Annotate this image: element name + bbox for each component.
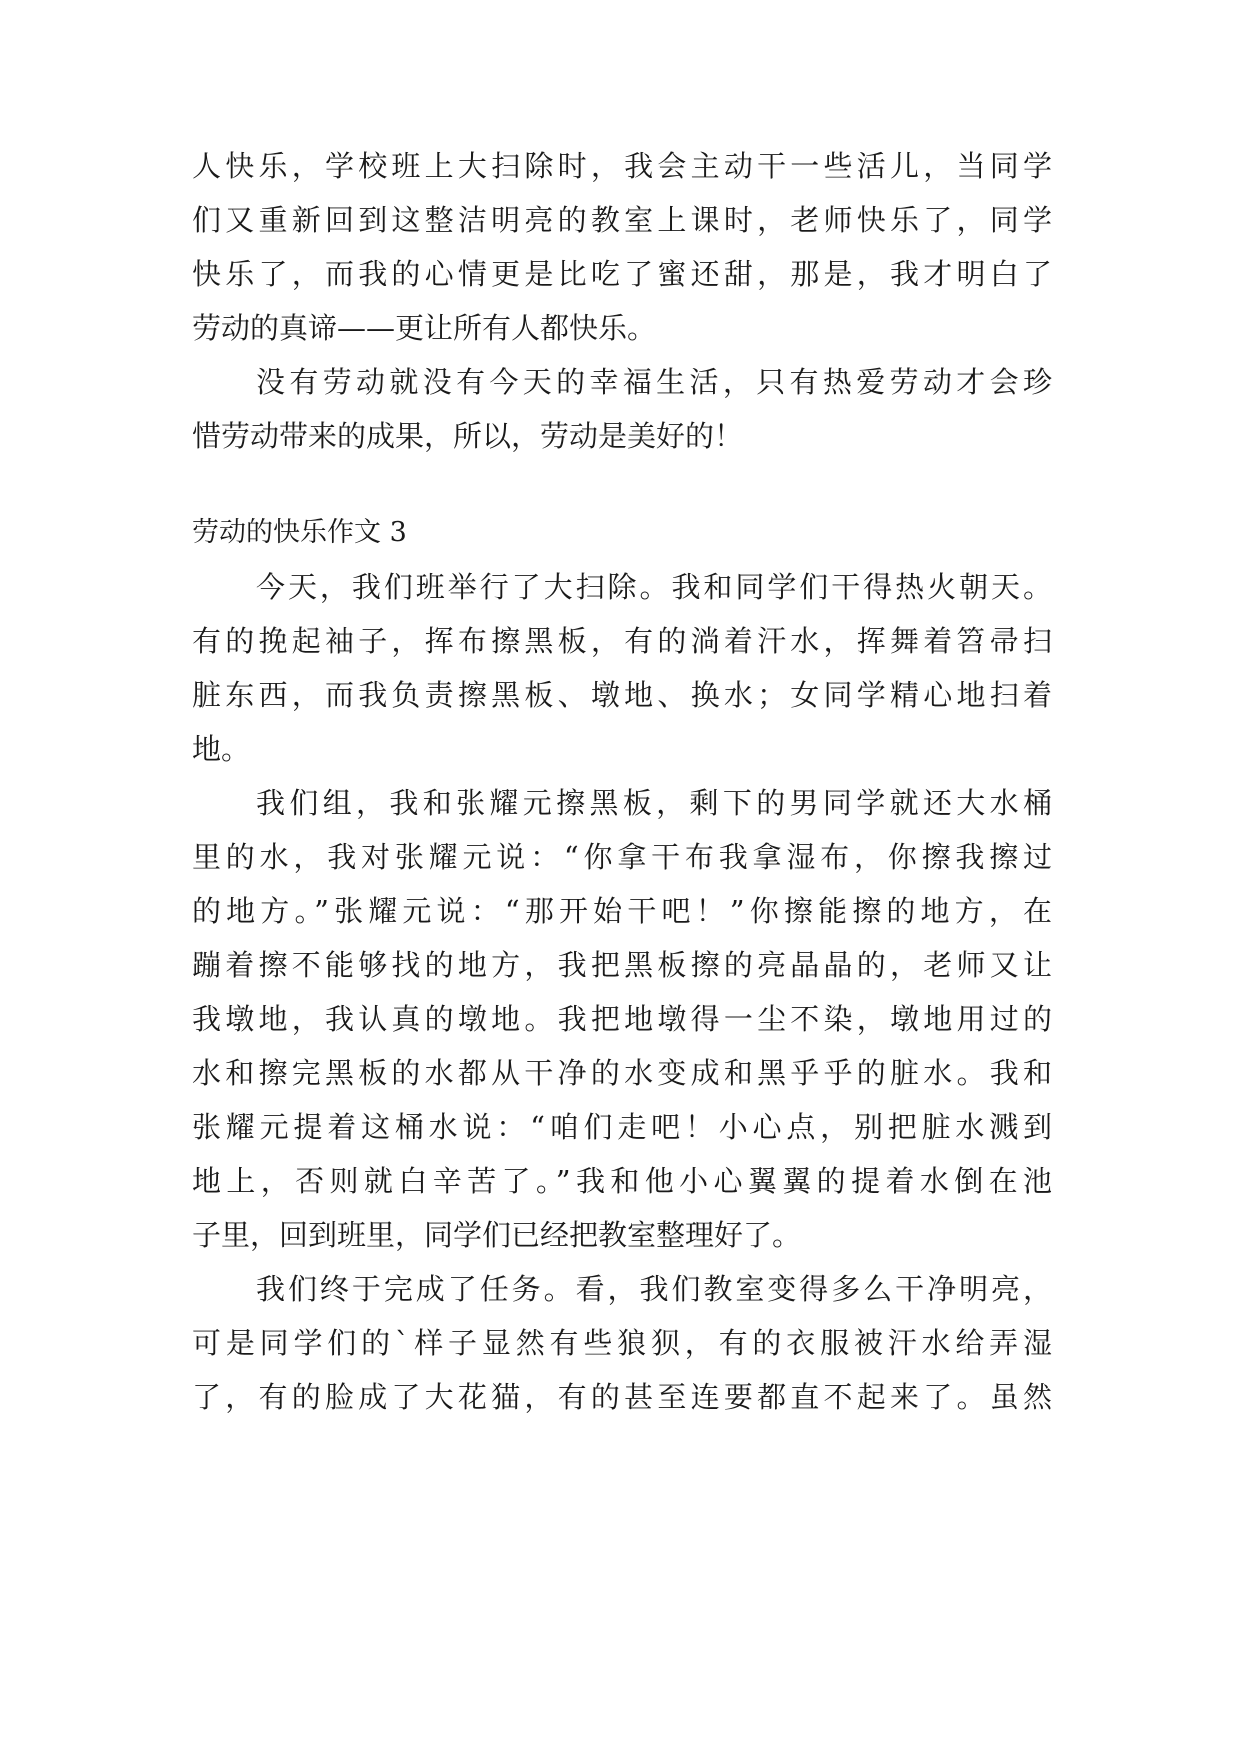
text-line: 蹦着擦不能够找的地方，我把黑板擦的亮晶晶的，老师又让 (192, 948, 1052, 982)
text-line: 里的水，我对张耀元说：“你拿干布我拿湿布，你擦我擦过 (192, 840, 1052, 874)
text-line: 惜劳动带来的成果，所以，劳动是美好的！ (192, 419, 744, 453)
text-line: 的地方。”张耀元说：“那开始干吧！”你擦能擦的地方，在 (192, 894, 1052, 928)
text-line: 可是同学们的`样子显然有些狼狈，有的衣服被汗水给弄湿 (192, 1326, 1052, 1360)
text-line: 我们组，我和张耀元擦黑板，剩下的男同学就还大水桶 (256, 786, 1052, 820)
text-line: 劳动的真谛——更让所有人都快乐。 (192, 311, 657, 345)
text-line: 脏东西，而我负责擦黑板、墩地、换水；女同学精心地扫着 (192, 678, 1052, 712)
text-line: 张耀元提着这桶水说：“咱们走吧！小心点，别把脏水溅到 (192, 1110, 1052, 1144)
section-title: 劳动的快乐作文 3 (192, 517, 407, 548)
text-line: 我墩地，我认真的墩地。我把地墩得一尘不染，墩地用过的 (192, 1002, 1052, 1036)
text-line: 没有劳动就没有今天的幸福生活，只有热爱劳动才会珍 (256, 365, 1052, 399)
text-line: 地上，否则就白辛苦了。”我和他小心翼翼的提着水倒在池 (192, 1164, 1052, 1198)
text-line: 快乐了，而我的心情更是比吃了蜜还甜，那是，我才明白了 (192, 257, 1052, 291)
text-line: 们又重新回到这整洁明亮的教室上课时，老师快乐了，同学 (192, 203, 1052, 237)
text-line: 我们终于完成了任务。看，我们教室变得多么干净明亮， (256, 1272, 1052, 1306)
text-line: 今天，我们班举行了大扫除。我和同学们干得热火朝天。 (256, 570, 1052, 604)
text-line: 子里，回到班里，同学们已经把教室整理好了。 (192, 1218, 802, 1252)
text-line: 有的挽起袖子，挥布擦黑板，有的淌着汗水，挥舞着笤帚扫 (192, 624, 1052, 658)
text-line: 人快乐，学校班上大扫除时，我会主动干一些活儿，当同学 (192, 149, 1052, 183)
text-line: 地。 (192, 732, 251, 766)
text-line: 水和擦完黑板的水都从干净的水变成和黑乎乎的脏水。我和 (192, 1056, 1052, 1090)
text-line: 了，有的脸成了大花猫，有的甚至连要都直不起来了。虽然 (192, 1380, 1052, 1414)
